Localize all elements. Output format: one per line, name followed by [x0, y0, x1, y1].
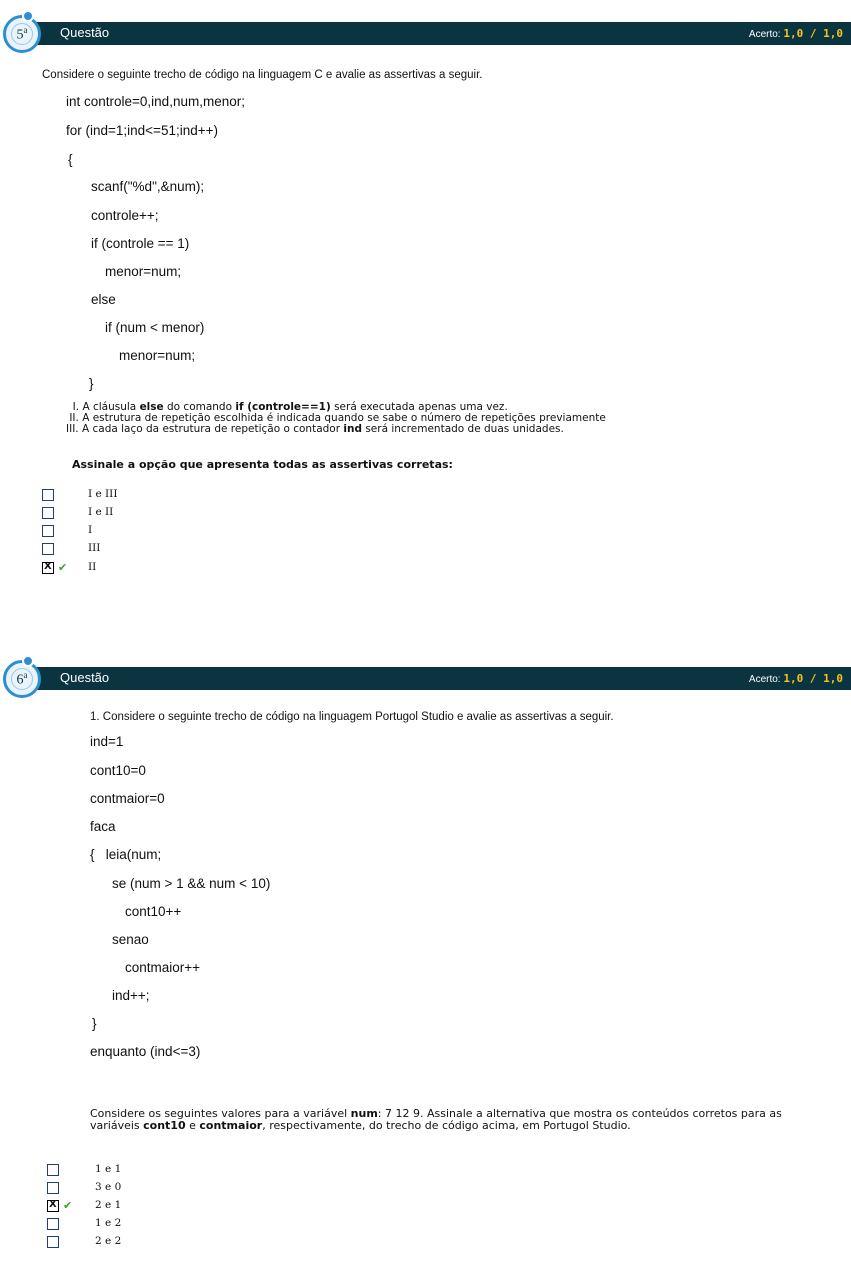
- code-line: cont10++: [125, 904, 182, 919]
- code-line: ind++;: [112, 988, 150, 1003]
- checkbox[interactable]: [47, 1182, 59, 1194]
- code-line: else: [91, 292, 116, 307]
- code-line: scanf("%d",&num);: [91, 179, 205, 194]
- code-line: controle++;: [91, 208, 159, 223]
- code-line: int controle=0,ind,num,menor;: [66, 94, 245, 109]
- x-checkbox-icon[interactable]: X: [42, 562, 54, 574]
- question-intro: Considere o seguinte trecho de código na linguagem C e avalie as assertivas a seguir.: [42, 69, 483, 81]
- question-prompt: Assinale a opção que apresenta todas as assertivas corretas:: [72, 458, 453, 471]
- code-line: cont10=0: [90, 763, 146, 778]
- code-line: }: [89, 376, 94, 391]
- checkbox[interactable]: [47, 1164, 59, 1176]
- code-line: senao: [112, 932, 149, 947]
- badge-dot-icon: [22, 655, 34, 667]
- code-line: menor=num;: [119, 348, 196, 363]
- question-6: Questão Acerto: 1,0 / 1,0 6$^a$ 1. Considere o seguinte trecho de código na linguagem Portugol Studio e avalie as assertivas a seguir. ind=1 cont10=0 contmaior=0 faca { leia(num; se (num > 1 && num < 10) cont10++ senao contmaior++ ind++; } enquanto (ind<=3) Considere os seguintes valores para a variável num: 7 12 9. Assinale a alternativa que mostra os conteúdos corretos para as variáveis cont10 e contmaior, respectivamente, do trecho de código acima, em Portugol Studio. 1 e 1 3 e 0 X ✔ 2 e 1 1 e 2 2 e 2: [0, 0, 851, 1286]
- score-max: 1,0: [823, 672, 843, 685]
- score-value: 1,0: [783, 27, 804, 40]
- question-title: Questão: [60, 25, 110, 40]
- code-line: se (num > 1 && num < 10): [112, 876, 271, 891]
- score: Acerto: 1,0 / 1,0: [748, 27, 843, 40]
- code-line: contmaior=0: [90, 791, 165, 806]
- code-line: contmaior++: [125, 960, 201, 975]
- question-paragraph: Considere os seguintes valores para a variável num: 7 12 9. Assinale a alternativa que mostra os conteúdos corretos para as variáveis cont10 e contmaior, respectivamente, do trecho de código acima, em Portugol Studio.: [90, 1107, 782, 1132]
- code-line: faca: [90, 819, 116, 834]
- question-number-badge: 5$^a$: [3, 15, 41, 53]
- check-icon: ✔: [63, 1199, 73, 1212]
- code-line: if (controle == 1): [91, 236, 190, 251]
- assertion-1: I. A cláusula else do comando if (controle==1) será executada apenas uma vez.: [66, 401, 508, 413]
- code-line: enquanto (ind<=3): [90, 1044, 201, 1059]
- check-icon: ✔: [58, 561, 68, 574]
- score-value: 1,0: [783, 672, 804, 685]
- x-checkbox-icon[interactable]: X: [47, 1200, 59, 1212]
- question-number-badge: 6$^a$: [3, 660, 41, 698]
- score-max: 1,0: [823, 27, 843, 40]
- code-line: menor=num;: [105, 264, 182, 279]
- question-title: Questão: [60, 670, 110, 685]
- checkbox[interactable]: [47, 1236, 59, 1248]
- assertion-3: III. A cada laço da estrutura de repetição o contador ind será incrementado de duas unidades.: [66, 423, 564, 435]
- code-line: }: [92, 1016, 97, 1031]
- code-line: {: [68, 152, 73, 167]
- score: Acerto: 1,0 / 1,0: [748, 672, 843, 685]
- question-header: [14, 667, 851, 690]
- code-line: { leia(num;: [90, 847, 162, 862]
- assertion-2: II. A estrutura de repetição escolhida é indicada quando se sabe o número de repetições previamente: [66, 412, 606, 424]
- question-5: Questão Acerto: 1,0 / 1,0 5$^a$ Considere o seguinte trecho de código na linguagem C e avalie as assertivas a seguir. int controle=0,ind,num,menor; for (ind=1;ind<=51;ind++) { scanf("%d",&num); controle++; if (controle == 1) menor=num; else if (num < menor) menor=num; } I. A cláusula else do comando if (controle==1) será executada apenas uma vez. II. A estrutura de repetição escolhida é indicada quando se sabe o número de repetições previamente III. A cada laço da estrutura de repetição o contador ind será incrementado de duas unidades. Assinale a opção que apresenta todas as assertivas corretas: I e III I e II I III X ✔ II: [0, 0, 851, 600]
- question-intro: 1. Considere o seguinte trecho de código na linguagem Portugol Studio e avalie as assertivas a seguir.: [90, 711, 614, 723]
- code-line: ind=1: [90, 734, 124, 749]
- code-line: for (ind=1;ind<=51;ind++): [66, 123, 218, 138]
- checkbox[interactable]: [47, 1218, 59, 1230]
- code-line: if (num < menor): [105, 320, 205, 335]
